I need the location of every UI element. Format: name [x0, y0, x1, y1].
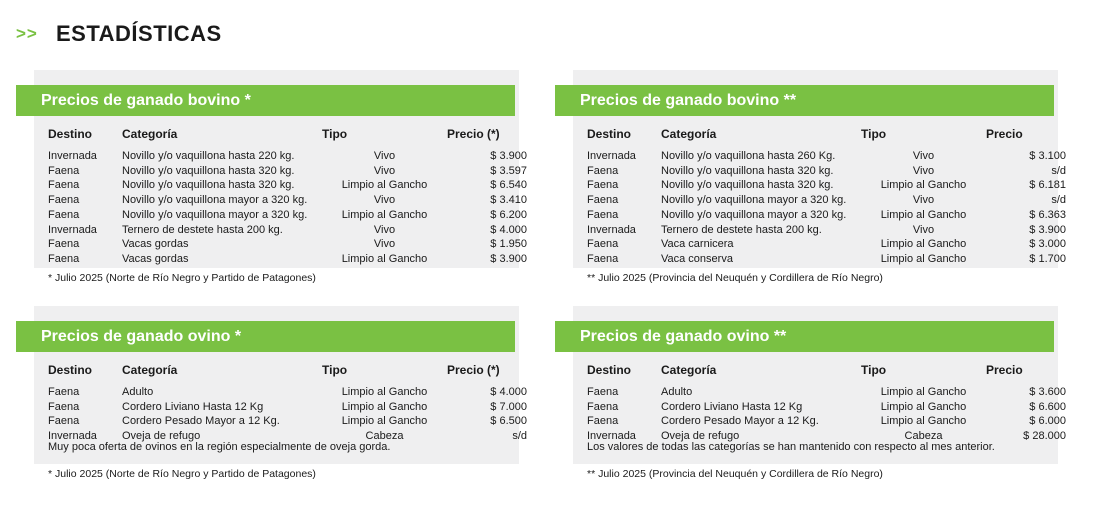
column-header-tipo: Tipo [861, 127, 887, 141]
cell-precio: $ 6.540 [490, 179, 527, 192]
cell-destino: Invernada [587, 223, 636, 236]
card-ovino-neuquen [555, 306, 1066, 484]
footnote: * Julio 2025 (Norte de Río Negro y Partido de Patagones) [48, 468, 316, 480]
cell-destino: Faena [587, 179, 619, 192]
cell-tipo: Vivo [373, 194, 396, 207]
cell-precio: $ 3.900 [490, 252, 527, 265]
cell-categoria: Cordero Pesado Mayor a 12 Kg. [661, 415, 819, 428]
cell-destino: Invernada [587, 430, 636, 443]
cell-tipo: Vivo [912, 223, 935, 236]
cell-precio: $ 6.200 [490, 208, 527, 221]
cell-tipo: Limpio al Gancho [880, 238, 967, 251]
cell-tipo: Limpio al Gancho [341, 252, 428, 265]
cell-categoria: Novillo y/o vaquillona mayor a 320 kg. [661, 194, 847, 207]
cell-categoria: Ternero de destete hasta 200 kg. [661, 223, 822, 236]
cell-tipo: Vivo [373, 164, 396, 177]
cell-categoria: Cordero Liviano Hasta 12 Kg [122, 400, 264, 413]
cell-precio: $ 1.700 [1029, 252, 1066, 265]
cell-categoria: Cordero Pesado Mayor a 12 Kg. [122, 415, 280, 428]
cell-destino: Faena [48, 386, 80, 398]
cell-tipo: Vivo [373, 238, 396, 251]
column-header-destino: Destino [587, 127, 632, 141]
cell-categoria: Adulto [661, 386, 693, 398]
cell-categoria: Vaca carnicera [661, 238, 734, 251]
market-note: Muy poca oferta de ovinos en la región especialmente de oveja gorda. [48, 441, 391, 453]
price-table [587, 359, 1066, 444]
table-row [48, 400, 527, 415]
table-row [587, 237, 1066, 252]
column-header-categoria: Categoría [122, 363, 178, 377]
chevron-icon: >> [16, 24, 38, 43]
table-row [587, 223, 1066, 238]
cell-precio: $ 4.000 [490, 223, 527, 236]
cell-precio: $ 3.597 [490, 164, 527, 177]
cell-tipo: Vivo [912, 194, 935, 207]
table-row [587, 252, 1066, 267]
cell-categoria: Novillo y/o vaquillona hasta 220 kg. [122, 150, 295, 162]
cell-categoria: Novillo y/o vaquillona hasta 320 kg. [122, 164, 295, 177]
table-row [48, 237, 527, 252]
cell-tipo: Limpio al Gancho [880, 400, 967, 413]
cell-precio: $ 6.500 [490, 415, 527, 428]
cell-destino: Faena [48, 208, 80, 221]
cell-precio: $ 3.900 [1029, 223, 1066, 236]
cell-tipo: Limpio al Gancho [880, 386, 967, 398]
cell-precio: $ 3.410 [490, 194, 527, 207]
cell-tipo: Limpio al Gancho [341, 179, 428, 192]
cell-categoria: Novillo y/o vaquillona mayor a 320 kg. [122, 208, 308, 221]
column-header-tipo: Tipo [861, 363, 887, 377]
cell-tipo: Cabeza [365, 430, 404, 443]
table-row [587, 178, 1066, 193]
cell-categoria: Adulto [122, 386, 154, 398]
cell-categoria: Vacas gordas [122, 252, 189, 265]
cell-tipo: Cabeza [904, 430, 943, 443]
cell-destino: Faena [587, 252, 619, 265]
column-header-tipo: Tipo [322, 127, 348, 141]
column-header-precio: Precio [986, 127, 1023, 141]
table-row [587, 414, 1066, 429]
price-table [48, 359, 527, 444]
footnote: * Julio 2025 (Norte de Río Negro y Partido de Patagones) [48, 272, 316, 284]
cell-destino: Invernada [587, 150, 636, 162]
cell-precio: $ 3.000 [1029, 238, 1066, 251]
cell-precio: $ 6.181 [1029, 179, 1066, 192]
table-row [587, 400, 1066, 415]
cell-precio: s/d [1051, 164, 1066, 177]
cell-destino: Faena [48, 179, 80, 192]
card-ovino-norte [16, 306, 527, 484]
page-title: ESTADÍSTICAS [56, 21, 222, 46]
cell-tipo: Limpio al Gancho [341, 415, 428, 428]
cell-destino: Faena [587, 400, 619, 413]
cell-precio: $ 1.950 [490, 238, 527, 251]
column-header-precio: Precio (*) [447, 363, 500, 377]
cell-categoria: Oveja de refugo [661, 430, 740, 443]
card-bovino-neuquen [555, 70, 1066, 285]
column-header-destino: Destino [48, 363, 93, 377]
cell-precio: $ 7.000 [490, 400, 527, 413]
cell-categoria: Novillo y/o vaquillona hasta 260 Kg. [661, 150, 836, 162]
column-header-destino: Destino [587, 363, 632, 377]
price-table [587, 123, 1066, 267]
column-header-precio: Precio (*) [447, 127, 500, 141]
market-note: Los valores de todas las categorías se han mantenido con respecto al mes anterior. [587, 441, 995, 453]
cell-categoria: Novillo y/o vaquillona mayor a 320 kg. [122, 194, 308, 207]
cell-destino: Faena [587, 164, 619, 177]
cell-destino: Faena [587, 238, 619, 251]
cell-tipo: Limpio al Gancho [880, 252, 967, 265]
table-row [48, 178, 527, 193]
cell-destino: Faena [48, 400, 80, 413]
cell-precio: $ 3.900 [490, 150, 527, 162]
cell-precio: $ 6.600 [1029, 400, 1066, 413]
cell-destino: Faena [48, 164, 80, 177]
cell-precio: s/d [512, 430, 527, 443]
cell-tipo: Limpio al Gancho [341, 400, 428, 413]
table-row [48, 414, 527, 429]
column-header-categoria: Categoría [122, 127, 178, 141]
cell-destino: Invernada [48, 150, 97, 162]
cell-destino: Invernada [48, 223, 97, 236]
cell-destino: Faena [587, 208, 619, 221]
cell-precio: $ 3.100 [1029, 150, 1066, 162]
cell-tipo: Limpio al Gancho [880, 208, 967, 221]
cell-destino: Faena [48, 194, 80, 207]
card-title: Precios de ganado bovino ** [555, 85, 1054, 116]
cell-destino: Faena [48, 415, 80, 428]
table-row [48, 193, 527, 208]
cell-categoria: Ternero de destete hasta 200 kg. [122, 223, 283, 236]
column-header-precio: Precio [986, 363, 1023, 377]
cell-destino: Faena [48, 252, 80, 265]
cell-precio: $ 4.000 [490, 386, 527, 398]
footnote: ** Julio 2025 (Provincia del Neuquén y Cordillera de Río Negro) [587, 272, 883, 284]
cell-categoria: Vaca conserva [661, 252, 733, 265]
cell-tipo: Vivo [373, 150, 396, 162]
cell-tipo: Limpio al Gancho [341, 386, 428, 398]
cell-destino: Invernada [48, 430, 97, 443]
cell-tipo: Vivo [912, 150, 935, 162]
cell-tipo: Vivo [373, 223, 396, 236]
cell-categoria: Novillo y/o vaquillona mayor a 320 kg. [661, 208, 847, 221]
cell-precio: $ 6.000 [1029, 415, 1066, 428]
card-bovino-norte [16, 70, 527, 285]
table-row [587, 208, 1066, 223]
cell-categoria: Oveja de refugo [122, 430, 201, 443]
cell-tipo: Vivo [912, 164, 935, 177]
column-header-destino: Destino [48, 127, 93, 141]
column-header-tipo: Tipo [322, 363, 348, 377]
cell-categoria: Novillo y/o vaquillona hasta 320 kg. [661, 179, 834, 192]
cell-categoria: Novillo y/o vaquillona hasta 320 kg. [122, 179, 295, 192]
page-header [16, 20, 222, 48]
table-row [587, 164, 1066, 179]
cell-categoria: Novillo y/o vaquillona hasta 320 kg. [661, 164, 834, 177]
cell-tipo: Limpio al Gancho [880, 179, 967, 192]
cell-precio: $ 6.363 [1029, 208, 1066, 221]
footnote: ** Julio 2025 (Provincia del Neuquén y Cordillera de Río Negro) [587, 468, 883, 480]
table-row [587, 149, 1066, 164]
table-row [48, 252, 527, 267]
table-row [48, 149, 527, 164]
cell-precio: $ 28.000 [1023, 430, 1066, 443]
cell-tipo: Limpio al Gancho [880, 415, 967, 428]
table-row [48, 208, 527, 223]
table-row [587, 193, 1066, 208]
table-row [48, 223, 527, 238]
cell-precio: s/d [1051, 194, 1066, 207]
price-table [48, 123, 527, 267]
cell-destino: Faena [587, 194, 619, 207]
table-row [587, 385, 1066, 400]
cell-destino: Faena [48, 238, 80, 251]
column-header-categoria: Categoría [661, 363, 717, 377]
card-title: Precios de ganado bovino * [16, 85, 515, 116]
cell-destino: Faena [587, 386, 619, 398]
cell-categoria: Cordero Liviano Hasta 12 Kg [661, 400, 803, 413]
cell-destino: Faena [587, 415, 619, 428]
cell-categoria: Vacas gordas [122, 238, 189, 251]
cell-tipo: Limpio al Gancho [341, 208, 428, 221]
table-row [48, 385, 527, 400]
card-title: Precios de ganado ovino ** [555, 321, 1054, 352]
cell-precio: $ 3.600 [1029, 386, 1066, 398]
card-title: Precios de ganado ovino * [16, 321, 515, 352]
column-header-categoria: Categoría [661, 127, 717, 141]
table-row [48, 164, 527, 179]
